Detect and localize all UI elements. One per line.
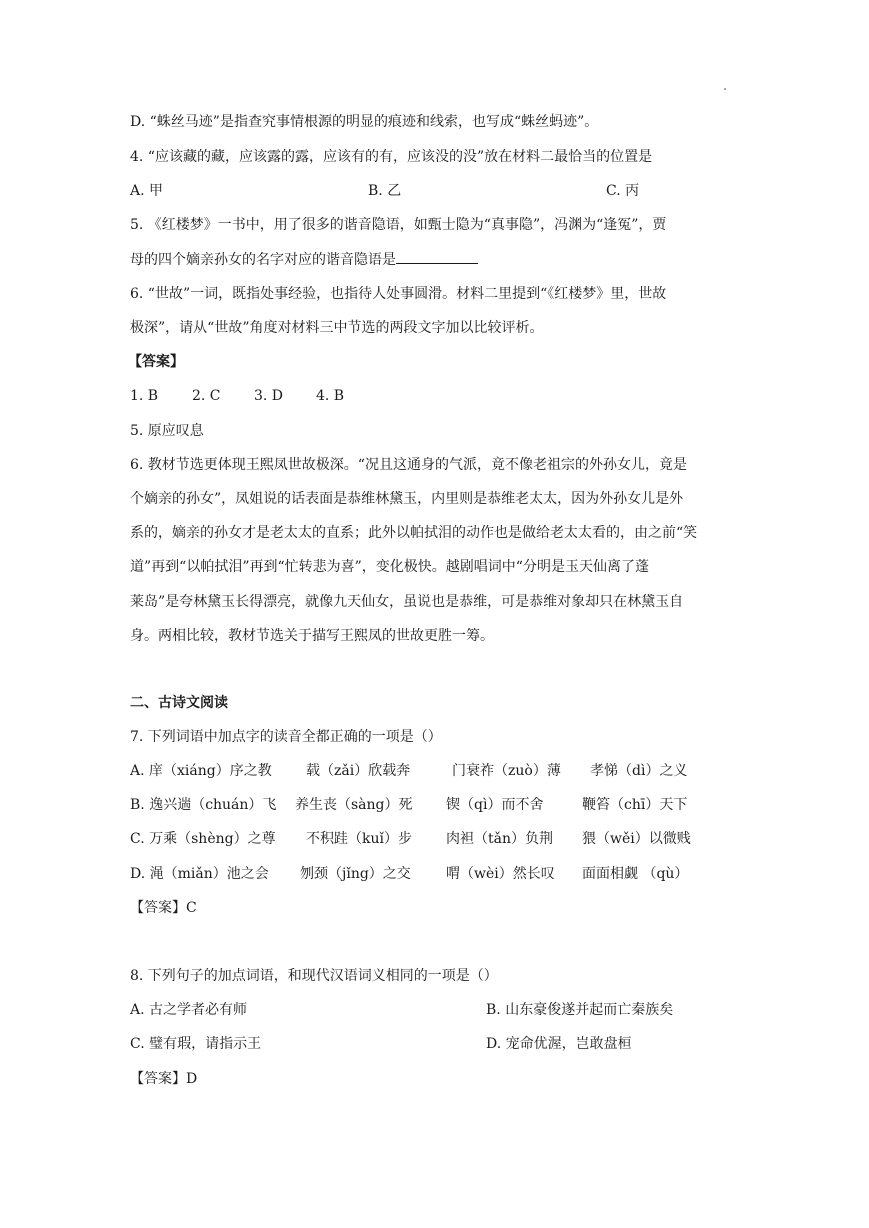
q7-b-item: 养生丧（sàng）死 bbox=[295, 797, 413, 813]
q8-option-d: D. 宠命优渥，岂敢盘桓 bbox=[486, 1036, 632, 1052]
q7-c-item: 不积跬（kuǐ）步 bbox=[306, 831, 412, 847]
answer-1: 1. B bbox=[130, 388, 159, 404]
q6-line-1: 6. “世故”一词，既指处事经验，也指待人处事圆滑。材料二里提到“《红楼梦》里，世故 bbox=[130, 286, 667, 302]
q8-option-c: C. 璧有瑕，请指示王 bbox=[130, 1036, 262, 1052]
q8-option-a: A. 古之学者必有师 bbox=[130, 1002, 248, 1018]
q8-answer: 【答案】D bbox=[130, 1071, 198, 1087]
answer-2: 2. C bbox=[192, 388, 221, 404]
q4-option-a: A. 甲 bbox=[130, 183, 164, 199]
q7-c-item: 肉袒（tǎn）负荆 bbox=[446, 831, 553, 847]
answer-6-line: 系的，嫡亲的孙女才是老太太的直系；此外以帕拭泪的动作也是做给老太太看的，由之前“笑 bbox=[130, 525, 698, 541]
q4-stem: 4. “应该藏的藏，应该露的露，应该有的有，应该没的没”放在材料二最恰当的位置是 bbox=[130, 149, 653, 165]
q7-a-item: 孝悌（dì）之义 bbox=[590, 763, 688, 779]
q7-answer: 【答案】C bbox=[130, 900, 197, 916]
q4-option-b: B. 乙 bbox=[368, 183, 402, 199]
answer-5: 5. 原应叹息 bbox=[130, 423, 204, 439]
answer-6-line: 6. 教材节选更体现王熙凤世故极深。“况且这通身的气派，竟不像老祖宗的外孙女儿，竟是 bbox=[130, 457, 687, 473]
answer-3: 3. D bbox=[254, 388, 284, 404]
q7-c-item: 猥（wěi）以微贱 bbox=[582, 831, 691, 847]
q8-option-b: B. 山东豪俊遂并起而亡秦族矣 bbox=[486, 1002, 674, 1018]
q6-line-2: 极深”，请从“世故”角度对材料三中节选的两段文字加以比较评析。 bbox=[130, 320, 544, 336]
q4-option-c: C. 丙 bbox=[606, 183, 640, 199]
answer-6-line: 个嫡亲的孙女”，凤姐说的话表面是恭维林黛玉，内里则是恭维老太太，因为外孙女儿是外 bbox=[130, 491, 684, 507]
q7-b-item: B. 逸兴遄（chuán）飞 bbox=[130, 797, 277, 813]
answer-6-line: 身。两相比较，教材节选关于描写王熙凤的世故更胜一筹。 bbox=[130, 628, 494, 644]
q7-a-item: 载（zǎi）欣载奔 bbox=[306, 763, 411, 779]
q7-c-item: C. 万乘（shèng）之尊 bbox=[130, 831, 276, 847]
answer-6-line: 莱岛”是夸林黛玉长得漂亮，就像九天仙女，虽说也是恭维，可是恭维对象却只在林黛玉自 bbox=[130, 594, 684, 610]
q8-stem: 8. 下列句子的加点词语，和现代汉语词义相同的一项是（） bbox=[130, 968, 498, 984]
q7-b-item: 鞭笞（chī）天下 bbox=[582, 797, 688, 813]
page-mark bbox=[724, 88, 726, 90]
q7-b-item: 锲（qì）而不舍 bbox=[446, 797, 544, 813]
q7-d-item: 面面相觑 （qù） bbox=[582, 866, 689, 882]
q5-line-2: 母的四个嫡亲孙女的名字对应的谐音隐语是 bbox=[130, 249, 478, 270]
answer-header: 【答案】 bbox=[128, 354, 184, 370]
answer-blank bbox=[396, 249, 478, 264]
q3-option-d: D. “蛛丝马迹”是指查究事情根源的明显的痕迹和线索，也写成“蛛丝蚂迹”。 bbox=[130, 114, 599, 130]
q7-d-item: D. 渑（miǎn）池之会 bbox=[130, 866, 269, 882]
q5-line-1: 5. 《红楼梦》一书中，用了很多的谐音隐语，如甄士隐为“真事隐”，冯渊为“逢冤”，贾 bbox=[130, 217, 667, 233]
q7-d-item: 喟（wèi）然长叹 bbox=[446, 866, 555, 882]
answer-6-line: 道”再到“以帕拭泪”再到“忙转悲为喜”，变化极快。越剧唱词中“分明是玉天仙离了蓬 bbox=[130, 559, 649, 575]
q7-a-item: 门衰祚（zuò）薄 bbox=[452, 763, 561, 779]
section-title: 二、古诗文阅读 bbox=[130, 695, 228, 711]
q7-a-item: A. 庠（xiáng）序之教 bbox=[130, 763, 272, 779]
q7-stem: 7. 下列词语中加点字的读音全都正确的一项是（） bbox=[130, 729, 442, 745]
answer-4: 4. B bbox=[316, 388, 345, 404]
q7-d-item: 刎颈（jǐng）之交 bbox=[300, 866, 411, 882]
